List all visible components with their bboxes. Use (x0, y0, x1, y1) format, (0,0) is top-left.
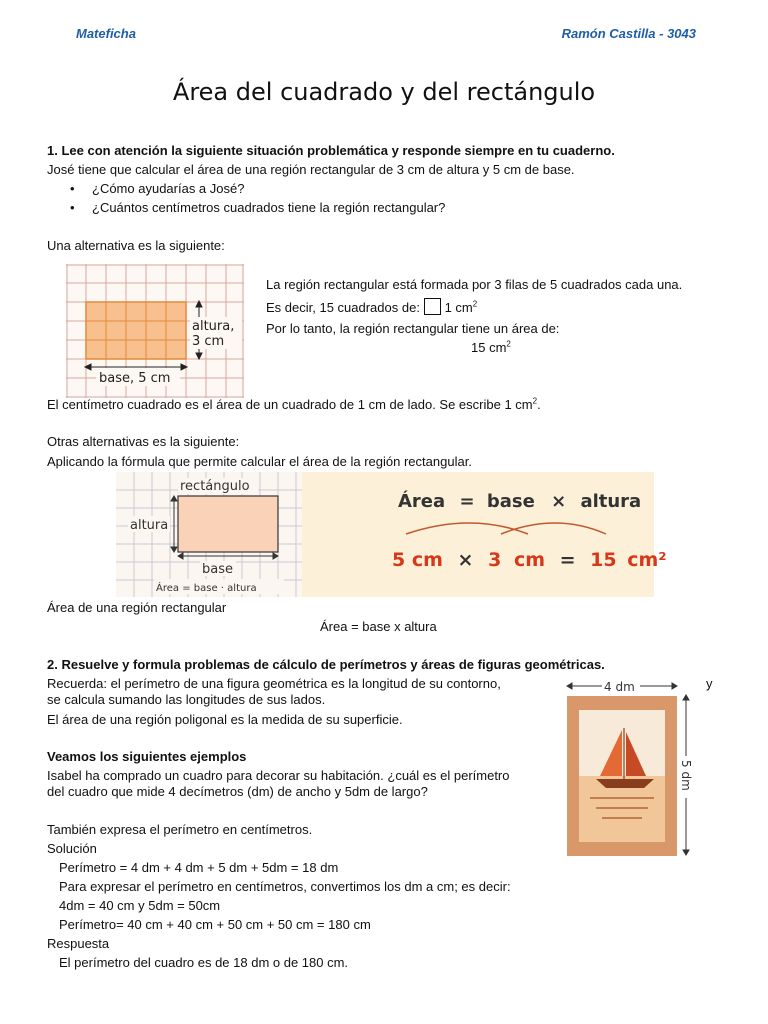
width-label: 4 dm (604, 680, 635, 694)
region-formula: Área = base x altura (320, 619, 437, 634)
explain-line: Es decir, 15 cuadrados de: 1 $cm^2$ (266, 299, 478, 315)
explain-line: La región rectangular está formada por 3 filas de 5 cuadrados cada una. (266, 277, 683, 292)
rectangle-label: rectángulo (180, 479, 250, 494)
problem-line: Isabel ha comprado un cuadro para decorar su habitación. ¿cuál es el perímetro (47, 768, 510, 783)
cm2-definition: El centímetro cuadrado es el área de un cuadrado de 1 cm de lado. Se escribe 1 $cm^2$. (47, 396, 541, 412)
calc-result: 15 (590, 549, 617, 571)
base-label: base (202, 562, 233, 577)
area-definition: El área de una región poligonal es la medida de su superficie. (47, 712, 403, 727)
region-label: Área de una región rectangular (47, 600, 227, 615)
area-formula-figure (116, 472, 667, 597)
painting-figure (562, 676, 700, 858)
formula-area: Área (156, 583, 180, 594)
bullet-item: ¿Cómo ayudarías a José? (92, 181, 245, 196)
height-label: altura, (192, 319, 235, 334)
explain-line: Por lo tanto, la región rectangular tiene un área de: (266, 321, 560, 336)
bullet-dot: • (70, 181, 75, 196)
svg-text:5 cm × 3 cm =: 5 cm × 3 cm = 15 cm² (392, 549, 667, 571)
alternative-intro: Una alternativa es la siguiente: (47, 238, 225, 253)
bullet-item: ¿Cuántos centímetros cuadrados tiene la región rectangular? (92, 200, 446, 215)
solution-step: Perímetro= 40 cm + 40 cm + 50 cm + 50 cm = 180 cm (59, 917, 371, 932)
base-label: base, 5 cm (99, 371, 171, 386)
answer: El perímetro del cuadro es de 18 dm o de 180 cm. (59, 955, 349, 970)
area-result: 15 $cm^2$ (471, 339, 511, 355)
solucion-label: Solución (47, 841, 97, 856)
height-label: 5 dm (679, 760, 693, 791)
height-label: 3 cm (192, 334, 225, 349)
header-right: Ramón Castilla - 3043 (561, 26, 696, 41)
header-left: Mateficha (76, 26, 136, 41)
respuesta-label: Respuesta (47, 936, 110, 951)
page-title: Área del cuadrado y del rectángulo (172, 78, 596, 106)
recuerda-y: y (706, 676, 713, 691)
formula-altura: altura (227, 583, 257, 594)
recuerda-line: Recuerda: el perímetro de una figura geométrica es la longitud de su contorno, (47, 676, 501, 691)
svg-text:Área = base · altu: Área = base · altura (156, 583, 257, 594)
problem-line: del cuadro que mide 4 decímetros (dm) de ancho y 5dm de largo? (47, 784, 428, 799)
orange-rectangle (86, 302, 186, 359)
big-area: Área (398, 491, 446, 512)
small-rectangle (178, 496, 278, 552)
section2-heading: 2. Resuelve y formula problemas de cálculo de perímetros y áreas de figuras geométricas. (47, 657, 605, 672)
grid-rectangle-figure (66, 264, 244, 398)
also-cm: También expresa el perímetro en centímetros. (47, 822, 313, 837)
formula-base: = base (182, 583, 218, 594)
recuerda-line: se calcula sumando las longitudes de sus lados. (47, 692, 326, 707)
calc-altura: 3 (488, 549, 502, 571)
big-base: base (486, 491, 535, 512)
svg-text:Área = base ×: Área = base × altura (398, 491, 642, 512)
altura-label: altura (130, 518, 169, 533)
calc-base: 5 cm (392, 549, 443, 571)
unit-square-icon (424, 298, 441, 315)
other-alternatives: Otras alternativas es la siguiente: (47, 434, 240, 449)
problem-intro: José tiene que calcular el área de una región rectangular de 3 cm de altura y 5 cm de base. (47, 162, 575, 177)
solution-step: Perímetro = 4 dm + 4 dm + 5 dm + 5dm = 18 dm (59, 860, 339, 875)
solution-step: 4dm = 40 cm y 5dm = 50cm (59, 898, 221, 913)
bullet-dot: • (70, 200, 75, 215)
examples-heading: Veamos los siguientes ejemplos (47, 749, 247, 764)
section1-heading: 1. Lee con atención la siguiente situación problemática y responde siempre en tu cuaderno. (47, 143, 615, 158)
apply-formula: Aplicando la fórmula que permite calcular el área de la región rectangular. (47, 454, 472, 469)
solution-step: Para expresar el perímetro en centímetros, convertimos los dm a cm; es decir: (59, 879, 511, 894)
big-altura: altura (580, 491, 642, 512)
